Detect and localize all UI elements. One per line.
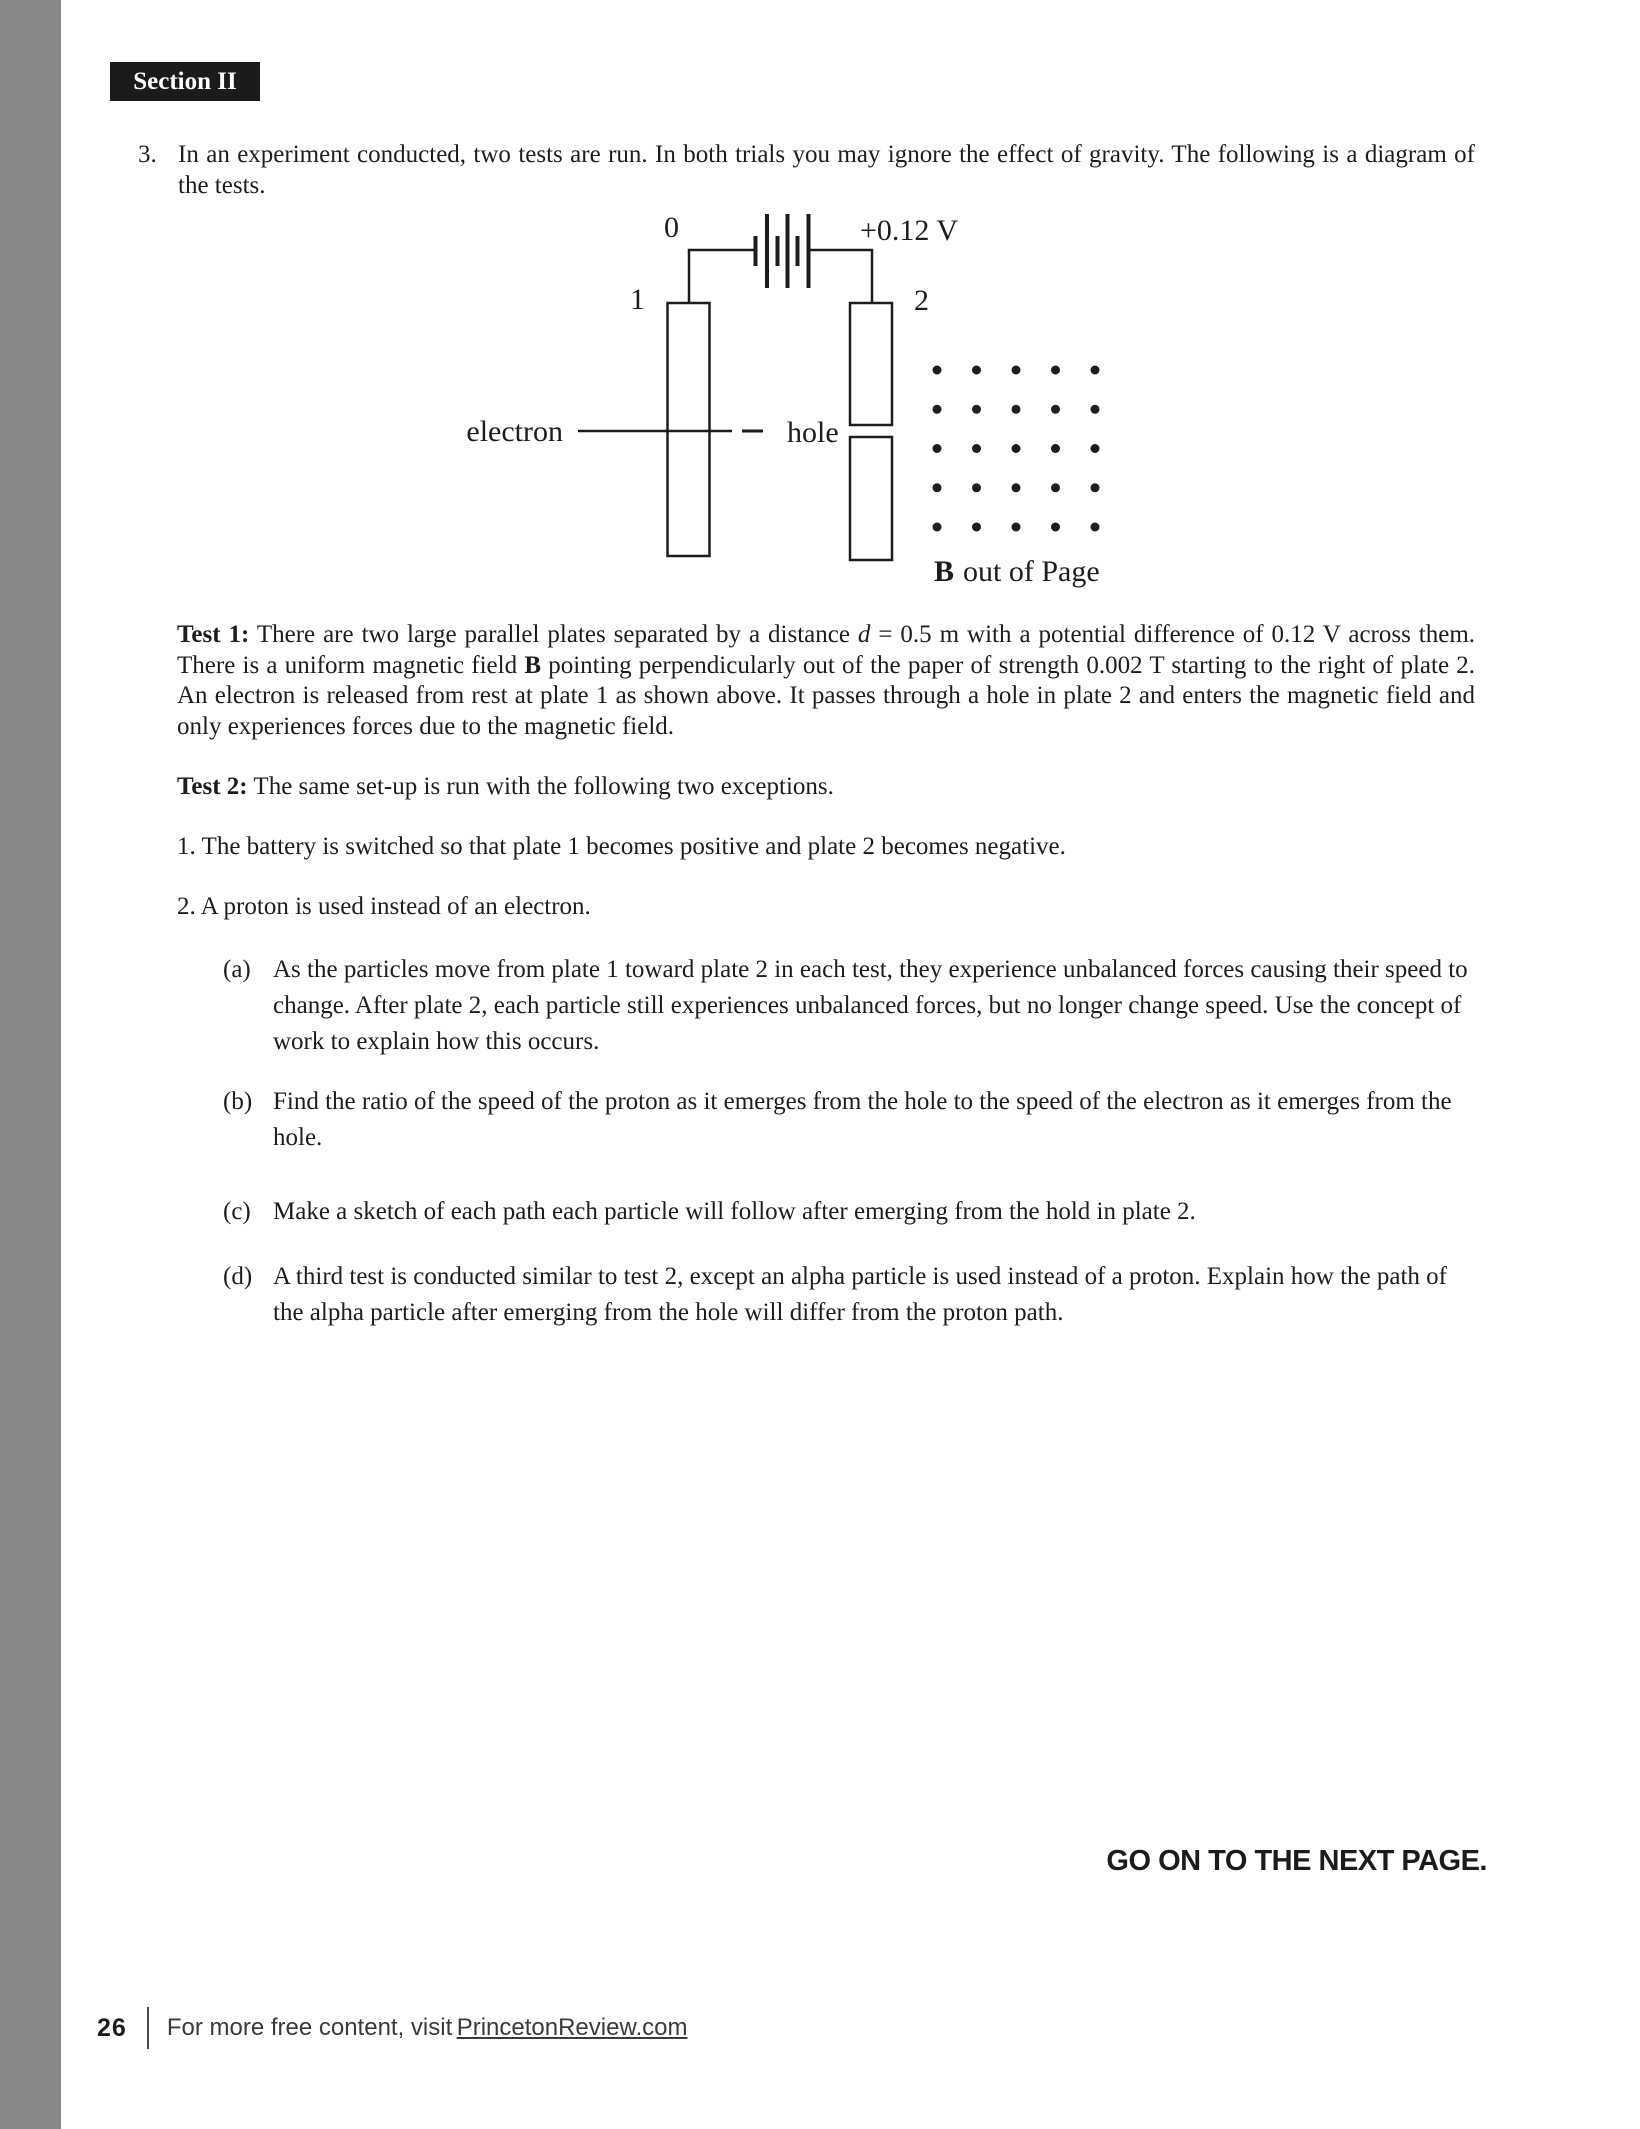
electron-label: electron: [466, 415, 563, 448]
exception-2: 2. A proton is used instead of an electron.: [177, 893, 591, 920]
experiment-diagram: [430, 190, 1130, 600]
b-field-dot: [1091, 523, 1100, 532]
question-text: In an experiment conducted, two tests are run. In both trials you may ignore the effect of gravity. The following is a diagram of the tests.: [178, 141, 1475, 199]
hole-label: hole: [787, 416, 839, 449]
b-field-dot: [1051, 366, 1060, 375]
wire-right: [811, 250, 873, 303]
b-field-dot: [1012, 366, 1021, 375]
test1-text-1: There are two large parallel plates separated by a distance: [256, 621, 850, 648]
b-field-dot: [1012, 444, 1021, 453]
exception-1: 1. The battery is switched so that plate 1 becomes positive and plate 2 becomes negative.: [177, 833, 1066, 860]
field-variable: B: [524, 651, 542, 679]
part-a-marker: (a): [223, 956, 251, 983]
page-footer: [97, 2006, 687, 2050]
b-field-dot: [1091, 444, 1100, 453]
b-field-dot: [972, 523, 981, 532]
b-field-symbol: B: [934, 555, 955, 588]
part-b-marker: (b): [223, 1088, 253, 1115]
footer-text: For more free content, visit: [166, 2014, 453, 2041]
test1-paragraph: [177, 620, 1475, 742]
part-b: [223, 1084, 1475, 1156]
test2-label: Test 2:: [177, 773, 248, 800]
b-field-dots: [933, 366, 1100, 532]
battery-voltage-label: +0.12 V: [860, 214, 959, 247]
test1-text-3: pointing perpendicularly out of the paper of strength 0.002 T starting to the right of plate 2. An electron is released from rest at plate 1 as shown above. It passes through a hole in plate 2 and enters the magnetic field and only experiences forces due to the magnetic field.: [177, 651, 1476, 740]
b-field-dot: [933, 483, 942, 492]
battery-icon: [756, 214, 809, 288]
b-field-dot: [1091, 366, 1100, 375]
distance-variable: d: [857, 621, 871, 648]
battery-zero-label: 0: [664, 211, 679, 244]
b-field-dot: [933, 523, 942, 532]
b-field-dot: [1051, 444, 1060, 453]
section-badge: Section II: [110, 62, 260, 101]
b-field-dot: [933, 444, 942, 453]
b-field-dot: [1091, 483, 1100, 492]
b-field-dot: [1051, 405, 1060, 414]
b-field-dot: [972, 483, 981, 492]
b-field-dot: [1012, 483, 1021, 492]
b-field-dot: [933, 366, 942, 375]
part-a: [223, 952, 1475, 1060]
part-c: [223, 1194, 1475, 1230]
part-a-text: As the particles move from plate 1 toward plate 2 in each test, they experience unbalanced forces causing their speed to change. After plate 2, each particle still experiences unbalanced forces, but no longer change speed. Use the concept of work to explain how this occurs.: [273, 956, 1468, 1055]
part-d-marker: (d): [223, 1263, 253, 1290]
b-field-dot: [933, 405, 942, 414]
b-field-dot: [1091, 405, 1100, 414]
question-number: 3.: [138, 141, 157, 168]
b-field-dot: [1051, 483, 1060, 492]
page-number: 26: [97, 2013, 127, 2042]
b-field-dot: [1051, 523, 1060, 532]
test1-text-2: = 0.5 m with a potential difference of 0.12 V across them. There is a uniform magnetic field: [177, 621, 1476, 679]
b-field-dot: [972, 444, 981, 453]
wire-left: [689, 250, 754, 303]
part-c-marker: (c): [223, 1198, 251, 1225]
plate2-label: 2: [914, 284, 929, 317]
test2-text: The same set-up is run with the following two exceptions.: [253, 773, 834, 800]
b-field-dot: [1012, 523, 1021, 532]
test1-label: Test 1:: [177, 621, 250, 648]
plate-2-upper: [850, 303, 892, 425]
go-on-instruction: GO ON TO THE NEXT PAGE.: [1106, 1845, 1487, 1877]
test2-paragraph: [177, 772, 834, 803]
part-d: [223, 1259, 1475, 1331]
plate1-label: 1: [630, 283, 645, 316]
b-field-dot: [1012, 405, 1021, 414]
b-field-caption: out of Page: [963, 555, 1100, 588]
footer-link[interactable]: PrincetonReview.com: [456, 2014, 688, 2041]
part-d-text: A third test is conducted similar to test 2, except an alpha particle is used instead of a proton. Explain how the path of the alpha particle after emerging from the hole will differ from the proton path.: [273, 1263, 1448, 1326]
b-field-dot: [972, 405, 981, 414]
part-c-text: Make a sketch of each path each particle will follow after emerging from the hold in plate 2.: [273, 1198, 1196, 1225]
footer-divider: [147, 2007, 149, 2049]
part-b-text: Find the ratio of the speed of the proton as it emerges from the hole to the speed of the electron as it emerges from the hole.: [273, 1088, 1452, 1151]
page-edge-bar: [0, 0, 61, 2129]
plate-2-lower: [850, 437, 892, 560]
plate-1: [668, 303, 710, 556]
b-field-dot: [972, 366, 981, 375]
